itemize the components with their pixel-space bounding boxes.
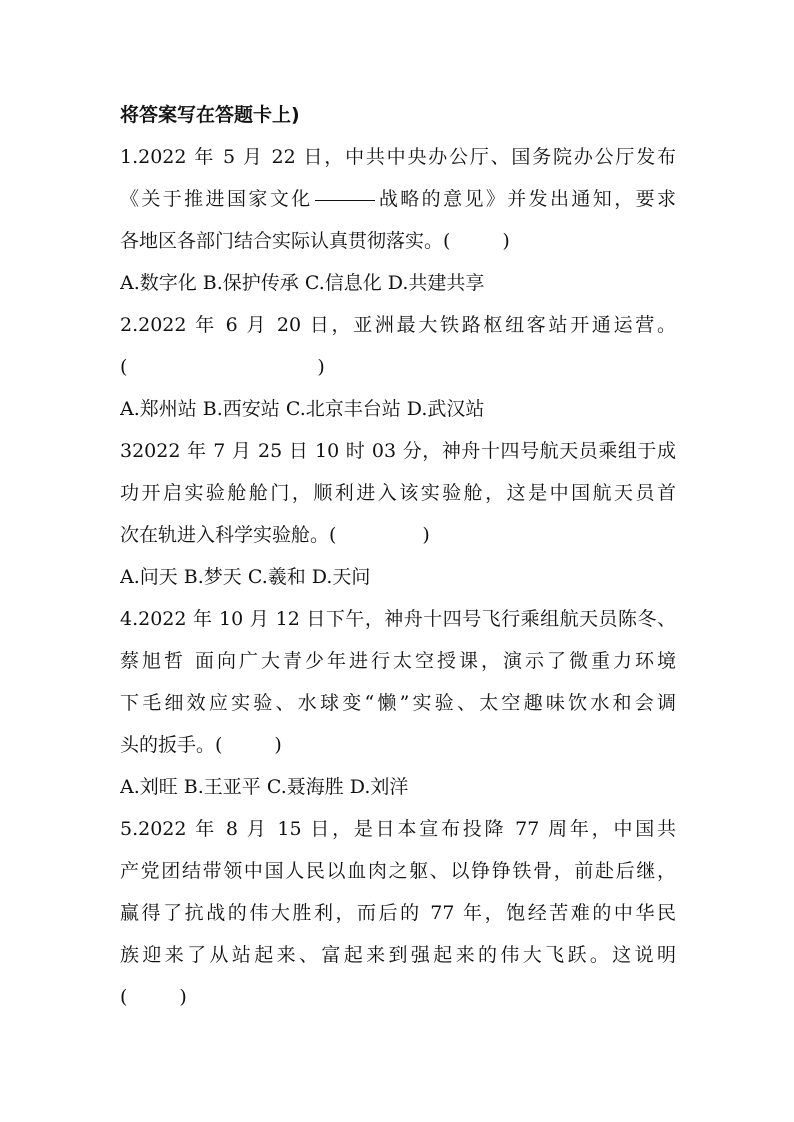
question-3-text: 次在轨进入科学实验舱。(	[120, 524, 337, 546]
question-4-text: 头的扳手。(	[120, 734, 223, 756]
question-3-line-3	[120, 514, 676, 556]
question-1-line-2	[120, 178, 676, 220]
question-4-line-4	[120, 724, 676, 766]
question-5-line-3: 赢得了抗战的伟大胜利，而后的 77 年，饱经苦难的中华民	[120, 902, 676, 924]
question-2-line-1: 2.2022 年 6 月 20 日，亚洲最大铁路枢纽客站开通运营。	[120, 314, 676, 336]
question-2-paren-open: (	[120, 356, 128, 378]
question-3-line-1: 32022 年 7 月 25 日 10 时 03 分，神舟十四号航天员乘组于成	[120, 440, 676, 462]
question-1-line-3	[120, 220, 676, 262]
question-5-line-5	[120, 976, 676, 1018]
question-1-paren-close: )	[502, 230, 510, 252]
question-1-line-1: 1.2022 年 5 月 22 日，中共中央办公厅、国务院办公厅发布	[120, 146, 676, 168]
question-5-line-1: 5.2022 年 8 月 15 日，是日本宣布投降 77 周年，中国共	[120, 818, 676, 840]
question-5-paren-close: )	[179, 986, 187, 1008]
question-1-text-c: 各地区各部门结合实际认真贯彻落实。(	[120, 230, 451, 252]
question-5-line-4: 族迎来了从站起来、富起来到强起来的伟大飞跃。这说明	[120, 944, 676, 966]
question-5-paren-open: (	[120, 986, 128, 1008]
question-4-line-2: 蔡旭哲 面向广大青少年进行太空授课，演示了微重力环境	[120, 650, 676, 672]
question-4-line-1: 4.2022 年 10 月 12 日下午，神舟十四号飞行乘组航天员陈冬、	[120, 608, 676, 630]
question-2-options: A.郑州站 B.西安站 C.北京丰台站 D.武汉站	[120, 398, 485, 420]
question-1-options: A.数字化 B.保护传承 C.信息化 D.共建共享	[120, 272, 485, 294]
question-5-line-2: 产党团结带领中国人民以血肉之躯、以铮铮铁骨，前赴后继，	[120, 860, 676, 882]
question-4-options: A.刘旺 B.王亚平 C.聂海胜 D.刘洋	[120, 776, 409, 798]
question-1-text-b: 战略的意见》并发出通知，要求	[376, 188, 676, 210]
question-2-paren-close: )	[317, 356, 325, 378]
question-1-text-a: 《关于推进国家文化	[120, 188, 313, 210]
question-3-line-2: 功开启实验舱舱门，顺利进入该实验舱，这是中国航天员首	[120, 482, 676, 504]
fill-in-blank	[315, 199, 375, 201]
document-page	[120, 94, 676, 1018]
question-4-paren-close: )	[274, 734, 282, 756]
question-3-paren-close: )	[422, 524, 430, 546]
question-4-line-3: 下毛细效应实验、水球变“懒”实验、太空趣味饮水和会调	[120, 692, 676, 714]
instruction-header: 将答案写在答题卡上)	[120, 104, 300, 126]
question-2-line-2	[120, 346, 676, 388]
question-3-options: A.问天 B.梦天 C.羲和 D.天问	[120, 566, 371, 588]
